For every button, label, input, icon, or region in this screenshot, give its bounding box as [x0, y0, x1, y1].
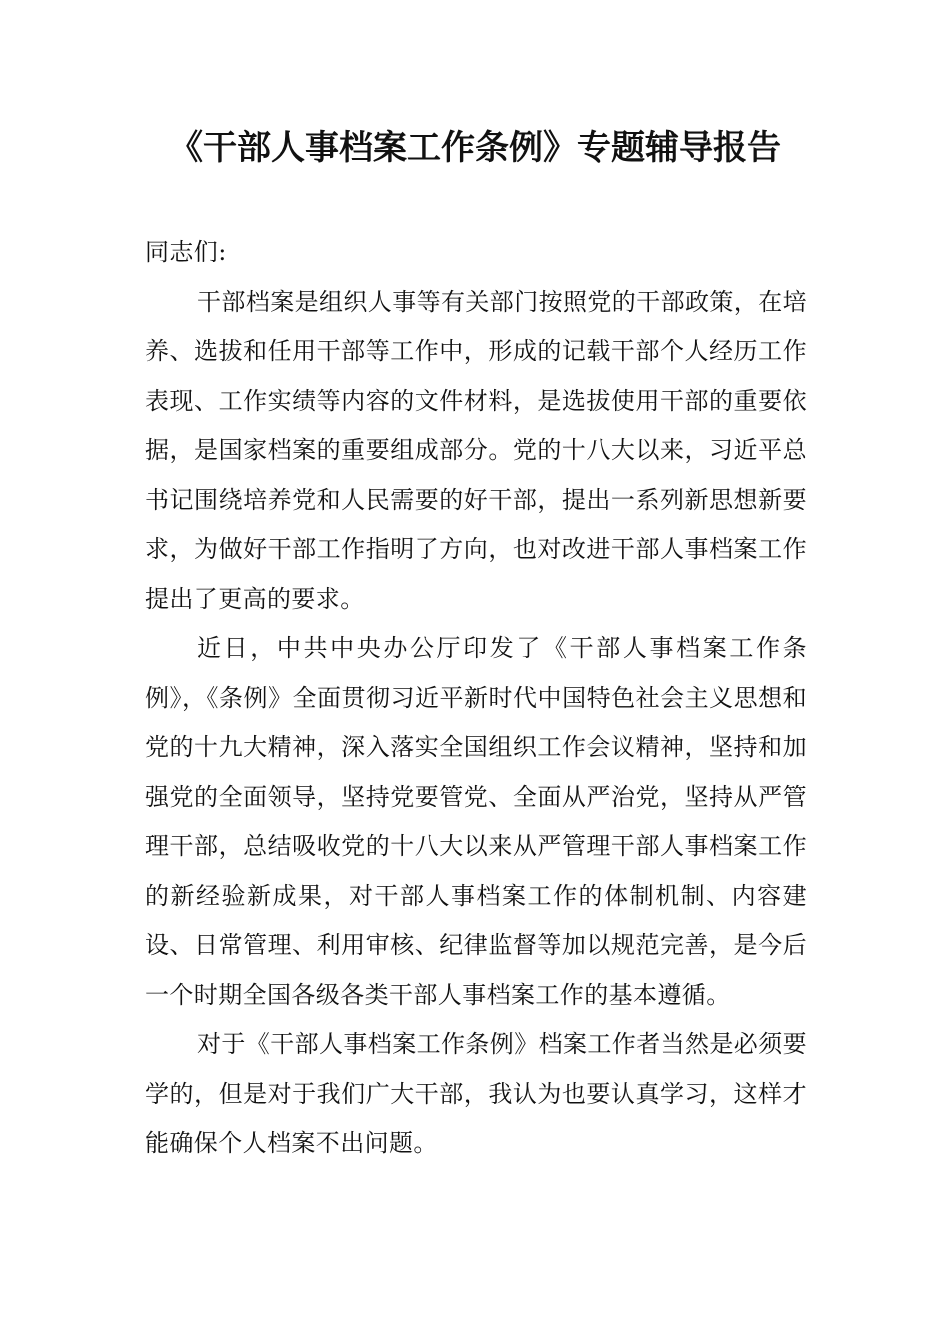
salutation: 同志们:	[145, 238, 227, 266]
paragraph-1: 干部档案是组织人事等有关部门按照党的干部政策，在培养、选拔和任用干部等工作中，形成的记载干部个人经历工作表现、工作实绩等内容的文件材料，是选拔使用干部的重要依据，是国家档案的重要组成部分。党的十八大以来，习近平总书记围绕培养党和人民需要的好干部，提出一系列新思想新要求，为做好干部工作指明了方向，也对改进干部人事档案工作提出了更高的要求。	[145, 287, 807, 613]
paragraph-3: 对于《干部人事档案工作条例》档案工作者当然是必须要学的，但是对于我们广大干部，我认为也要认真学习，这样才能确保个人档案不出问题。	[145, 1030, 807, 1157]
document-title: 《干部人事档案工作条例》专题辅导报告	[169, 128, 781, 168]
document-body	[145, 228, 807, 1169]
paragraph-2: 近日，中共中央办公厅印发了《干部人事档案工作条例》，《条例》全面贯彻习近平新时代中国特色社会主义思想和党的十九大精神，深入落实全国组织工作会议精神，坚持和加强党的全面领导，坚持党要管党、全面从严治党，坚持从严管理干部，总结吸收党的十八大以来从严管理干部人事档案工作的新经验新成果，对干部人事档案工作的体制机制、内容建设、日常管理、利用审核、纪律监督等加以规范完善，是今后一个时期全国各级各类干部人事档案工作的基本遵循。	[145, 634, 807, 1009]
